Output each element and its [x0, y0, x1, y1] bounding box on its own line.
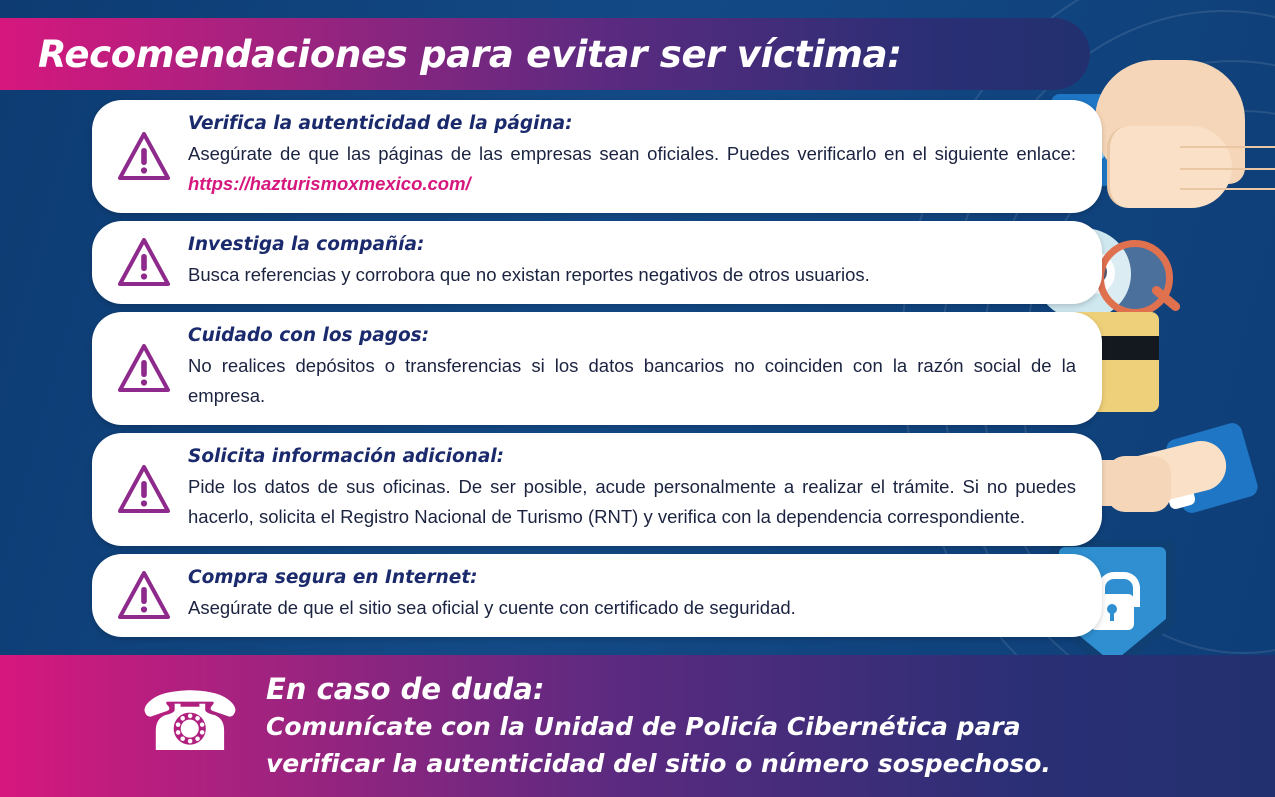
- recommendation-heading: Solicita información adicional:: [188, 445, 505, 467]
- contact-line-1: Comunícate con la Unidad de Policía Cibernética para: [266, 712, 1021, 742]
- recommendation-text: Asegúrate de que las páginas de las empresas sean oficiales. Puedes verificarlo en el siguiente enlace:: [188, 142, 1076, 164]
- recommendation-item: [92, 554, 1102, 637]
- recommendation-heading: Cuidado con los pagos:: [188, 324, 430, 346]
- recommendation-body: No realices depósitos o transferencias si los datos bancarios no coinciden con la razón social de la empresa.: [188, 354, 1076, 406]
- phone-icon: ☎: [138, 677, 242, 768]
- recommendation-heading: Compra segura en Internet:: [188, 566, 478, 588]
- contact-line-2: verificar la autenticidad del sitio o número sospechoso.: [266, 748, 1051, 778]
- recommendation-item: [92, 221, 1102, 304]
- recommendation-body: [188, 139, 1076, 199]
- warning-icon: [118, 344, 170, 392]
- warning-icon: [118, 238, 170, 286]
- page-title: Recomendaciones para evitar ser víctima:: [38, 32, 902, 76]
- warning-icon: [118, 465, 170, 513]
- recommendation-item: [92, 100, 1102, 213]
- contact-heading: En caso de duda:: [266, 672, 545, 707]
- warning-icon: [118, 132, 170, 180]
- recommendation-body: Asegúrate de que el sitio sea oficial y cuente con certificado de seguridad.: [188, 596, 796, 618]
- contact-banner: [0, 655, 1275, 797]
- contact-text: [266, 670, 1051, 782]
- recommendation-list: [92, 100, 1102, 645]
- recommendation-item: [92, 312, 1102, 425]
- title-banner: [0, 18, 1090, 90]
- verification-link[interactable]: https://hazturismoxmexico.com/: [188, 172, 471, 194]
- recommendation-heading: Verifica la autenticidad de la página:: [188, 113, 573, 134]
- warning-icon: [118, 571, 170, 619]
- recommendation-item: [92, 433, 1102, 546]
- recommendation-heading: Investiga la compañía:: [188, 233, 425, 255]
- fist-shape: [1107, 126, 1232, 208]
- recommendation-body: Pide los datos de sus oficinas. De ser posible, acude personalmente a realizar el trámite. Si no puedes hacerlo, solicita el Registro Nacional de Turismo (RNT) y verifica con la dependencia correspondiente.: [188, 475, 1076, 527]
- recommendation-body: Busca referencias y corrobora que no existan reportes negativos de otros usuarios.: [188, 263, 870, 285]
